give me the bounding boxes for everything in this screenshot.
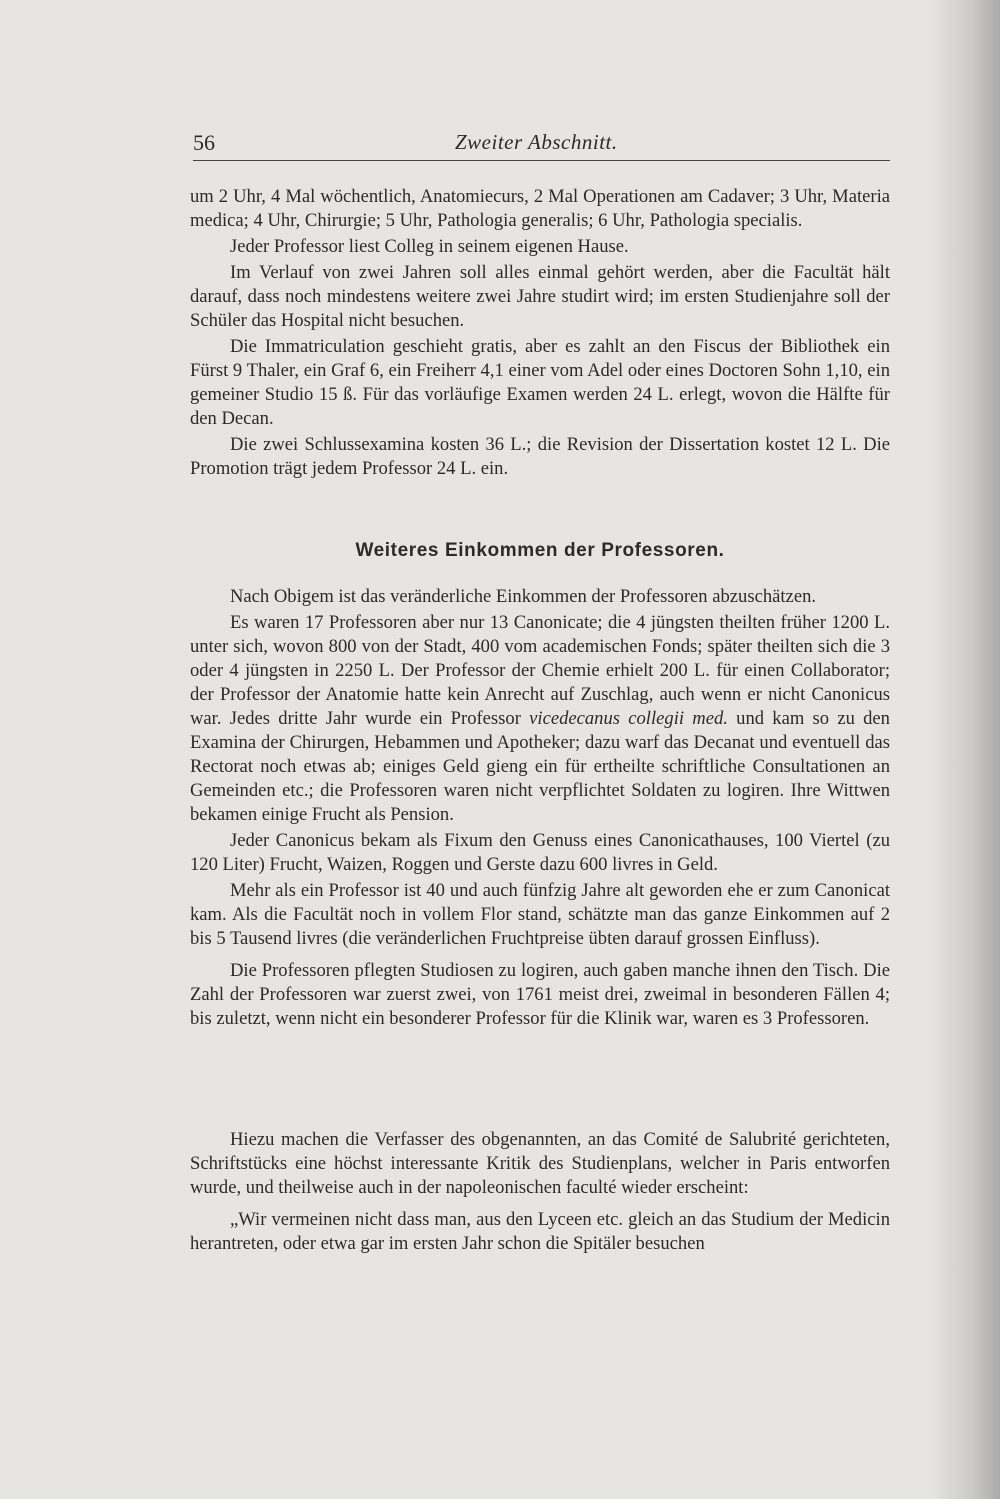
italic-term: vicedecanus collegii med.: [529, 708, 728, 729]
page-header: [193, 128, 890, 161]
opening-paragraphs: [190, 185, 890, 483]
critique-paragraphs: [190, 1128, 890, 1258]
paragraph-professoren-canonicate: [190, 611, 890, 827]
paragraph-schlussexamina: Die zwei Schlussexamina kosten 36 L.; die Revision der Dissertation kostet 12 L. Die Promotion trägt jedem Professor 24 L. ein.: [190, 434, 890, 479]
paragraph-schedule: um 2 Uhr, 4 Mal wöchentlich, Anatomiecurs, 2 Mal Operationen am Cadaver; 3 Uhr, Materia medica; 4 Uhr, Chirurgie; 5 Uhr, Pathologia generalis; 6 Uhr, Pathologia specialis.: [190, 186, 890, 231]
page-number: 56: [193, 130, 215, 155]
running-title: Zweiter Abschnitt.: [455, 130, 618, 154]
paragraph-text-part: Es waren 17 Professoren aber nur 13 Canonicate; die 4 jüngsten theilten früher 1200 L. unter sich, wovon 800 von der Stadt, 400 vom academischen Fonds; später theilten sich die 3 oder 4 jüngsten in 2250 L. Der Professor der Chemie erhielt 200 L. für einen Collaborator; der Professor der Anatomie hatte kein Anrecht auf Zuschlag, auch wenn er nicht Canonicus war. Jedes dritte Jahr wurde ein Professor: [190, 612, 890, 729]
paragraph-text-part: und kam so zu den Examina der Chirurgen, Hebammen und Apotheker; dazu warf das Decanat und eventuell das Rectorat noch etwas ab; einiges Geld gieng ein für ertheilte schriftliche Consultationen an Gemeinden etc.; die Professoren waren nicht verpflichtet Soldaten zu logiren. Ihre Wittwen bekamen einige Frucht als Pension.: [190, 708, 890, 825]
section-heading: Weiteres Einkommen der Professoren.: [355, 540, 725, 561]
paragraph-canonicus-fixum: Jeder Canonicus bekam als Fixum den Genuss eines Canonicathauses, 100 Viertel (zu 120 Liter) Frucht, Waizen, Roggen und Gerste dazu 600 livres in Geld.: [190, 830, 890, 875]
paragraph-obigem: Nach Obigem ist das veränderliche Einkommen der Professoren abzuschätzen.: [230, 586, 817, 607]
paragraph-immatriculation: Die Immatriculation geschieht gratis, aber es zahlt an den Fiscus der Bibliothek ein Fürst 9 Thaler, ein Graf 6, ein Freiherr 4,1 einer vom Adel oder eines Doctoren Sohn 1,10, ein gemeiner Studio 15 ß. Für das vorläufige Examen werden 24 L. erlegt, wovon die Hälfte für den Decan.: [190, 336, 890, 429]
page-edge-shadow: [930, 0, 1000, 1499]
paragraph-quote: „Wir vermeinen nicht dass man, aus den Lyceen etc. gleich an das Studium der Medicin herantreten, oder etwa gar im ersten Jahr schon die Spitäler besuchen: [190, 1209, 890, 1254]
paragraph-hiezu: Hiezu machen die Verfasser des obgenannten, an das Comité de Salubrité gerichteten, Schriftstücks eine höchst interessante Kritik des Studienplans, welcher in Paris entworfen wurde, und theilweise auch in der napoleonischen faculté wieder erscheint:: [190, 1129, 890, 1198]
paragraph-mehr-als: Mehr als ein Professor ist 40 und auch fünfzig Jahre alt geworden ehe er zum Canonicat kam. Als die Facultät noch in vollem Flor stand, schätzte man das ganze Einkommen auf 2 bis 5 Tausend livres (die veränderlichen Fruchtpreise übten darauf grossen Einfluss).: [190, 880, 890, 949]
paragraph-verlauf: Im Verlauf von zwei Jahren soll alles einmal gehört werden, aber die Facultät hält darauf, dass noch mindestens weitere zwei Jahre studirt wird; im ersten Studienjahre soll der Schüler das Hospital nicht besuchen.: [190, 262, 890, 331]
paragraph-colleg: Jeder Professor liest Colleg in seinem eigenen Hause.: [230, 236, 629, 257]
paragraph-studiosen: Die Professoren pflegten Studiosen zu logiren, auch gaben manche ihnen den Tisch. Die Zahl der Professoren war zuerst zwei, von 1761 meist drei, zweimal in besonderen Fällen 4; bis zuletzt, wenn nicht ein besonderer Professor für die Klinik war, waren es 3 Professoren.: [190, 960, 890, 1029]
income-paragraphs: [190, 585, 890, 1033]
